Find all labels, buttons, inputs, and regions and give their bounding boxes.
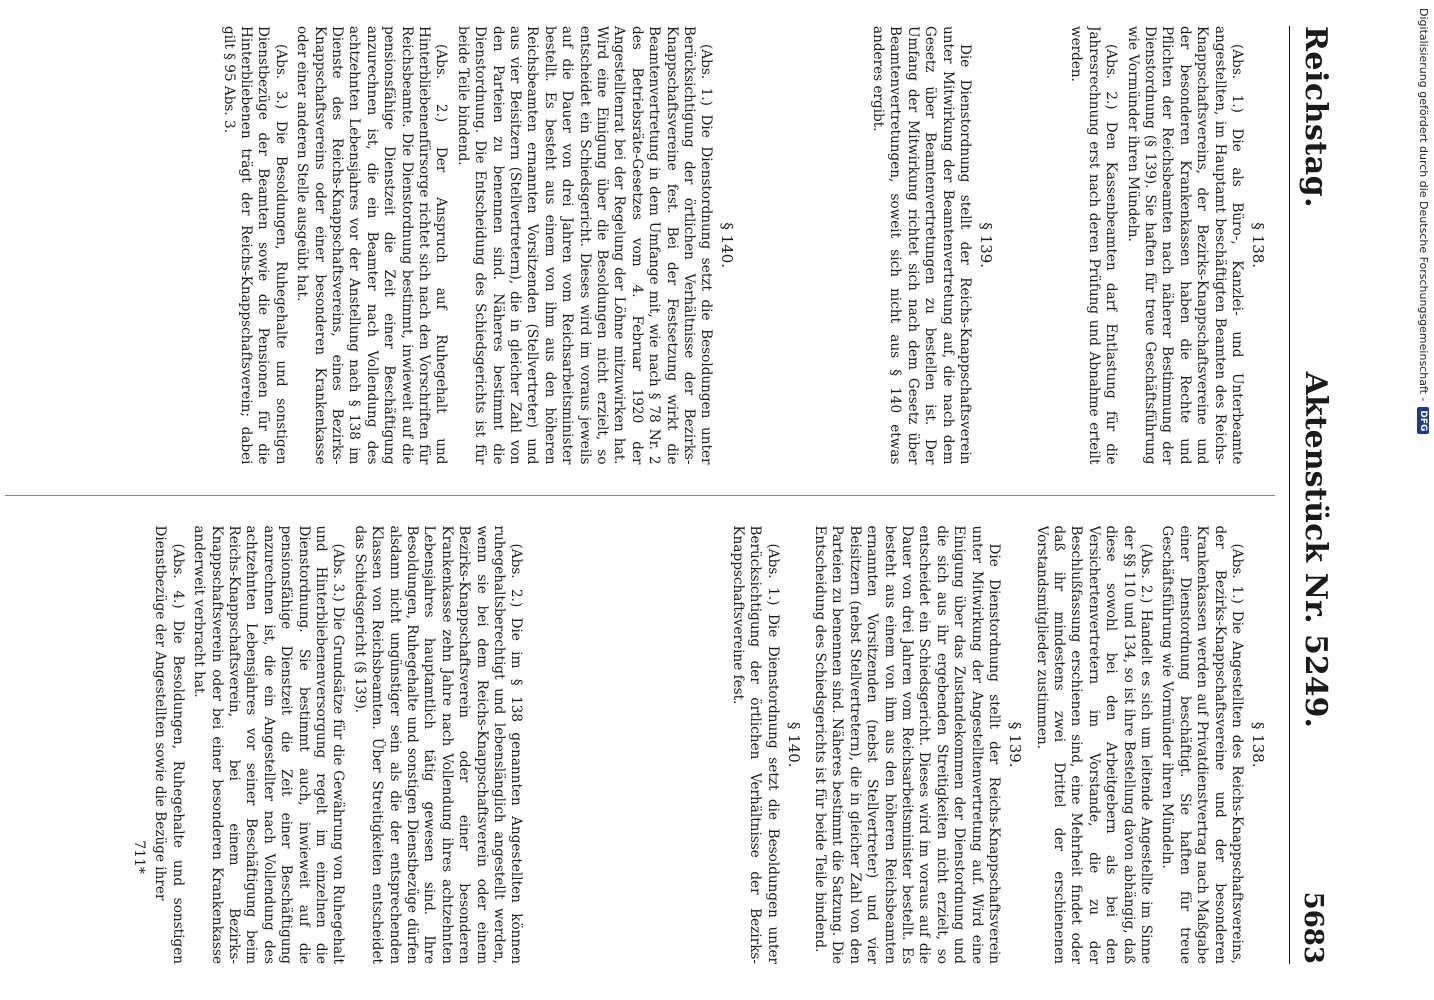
paragraph: (Abs. 1.) Die Angestellten des Reichs-Knappschaftsvereins, der Bezirks-Knappschaftsvereine und der besonderen Krankenkassen werden auf Privatdienstvertrag nach Maßgabe einer Dienstordnung beschäftigt. Sie haften für treue Geschäftsführung wie Vormünder ihren Mündeln.	[1159, 525, 1245, 964]
paragraph: (Abs. 1.) Die als Büro-, Kanzlei- und Unterbeamte angestellten, im Hauptamt beschäftigten Beamten des Reichs-Knappschaftsvereins, der Bezirks-Knappschaftsvereine und der besonderen Krankenkassen haben die Rechte und Pflichten der Reichsbeamten nach näherer Bestimmung der Dienstordnung (§ 139). Sie haften für treue Geschäftsführung wie Vormünder ihren Mündeln.	[1124, 26, 1245, 465]
dfg-logo: DFG	[1418, 407, 1430, 434]
paragraph: (Abs. 2.) Die im § 138 genannten Angestellten können ruhegehaltsberechtigt und lebenslänglich angestellt werden, wenn sie bei dem Reichs-Knappschaftsverein oder einem Bezirks-Knappschaftsverein oder einer besonderen Krankenkasse zehn Jahre nach Vollendung ihres achtzehnten Lebensjahres hauptamtlich tätig gewesen sind. Ihre Besoldungen, Ruhegehalte und sonstigen Dienstbezüge dürfen alsdann nicht ungünstiger sein als die der entsprechenden Klassen von Reichsbeamten. Über Streitigkeiten entscheidet das Schiedsgericht (§ 139).	[351, 525, 525, 964]
paragraph: Die Dienstordnung stellt der Reichs-Knappschaftsverein unter Mitwirkung der Angestelltenvertretung auf. Wird eine Einigung über das Zustandekommen der Dienstordnung und die sich aus ihr ergebenden Streitigkeiten nicht erzielt, so entscheidet ein Schiedsgericht. Dieses wird im voraus auf die Dauer von drei Jahren vom Reichsarbeitsminister bestellt. Es besteht aus einem von ihm aus den höheren Reichsbeamten ernannten Vorsitzenden (nebst Stellvertreter) und vier Beisitzern (nebst Stellvertretern), die in gleicher Zahl von den Parteien zu benennen sind. Näheres bestimmt die Satzung. Die Entscheidung des Schiedsgerichts ist für beide Teile bindend.	[812, 525, 1003, 964]
paragraph: (Abs. 2.) Den Kassenbeamten darf Entlastung für die Jahresrechnung erst nach deren Prüfung und Abnahme erteilt werden.	[1068, 26, 1120, 465]
page-number: 5683	[1298, 891, 1328, 964]
header-center: Aktenstück Nr. 5249.	[1298, 371, 1333, 728]
header-left: Reichstag.	[1298, 26, 1333, 209]
paragraph: (Abs. 2.) Handelt es sich um leitende Angestellte im Sinne der §§ 110 und 134, so ist ihre Bestellung davon abhängig, daß diese sowohl bei den Arbeitgebern als bei den Versichertenvertretern im Vorstande, die zu der Beschlußfassung erschienen sind, eine Mehrheit findet oder daß ihr mindestens zwei Drittel der erschienenen Vorstandsmitglieder zustimmen.	[1033, 525, 1154, 964]
section-heading: § 139.	[1006, 721, 1025, 768]
digitization-text: Digitalisierung gefördert durch die Deutsche Forschungsgemeinschaft -	[1417, 8, 1430, 402]
section-heading: § 140.	[718, 222, 737, 269]
digitization-note	[1412, 8, 1430, 432]
paragraph: Die Dienstordnung stellt der Reichs-Knappschaftsverein unter Mitwirkung der Beamtenvertretung auf, die nach dem Gesetz über Beamtenvertretungen zu bestellen ist. Der Umfang der Mitwirkung richtet sich nach dem Gesetz über Beamtenvertretungen, soweit sich nicht aus § 140 etwas anderes ergibt.	[869, 26, 973, 465]
footnote-mark: 711*	[130, 840, 147, 874]
column-divider	[5, 495, 1275, 496]
paragraph: (Abs. 4.) Die Besoldungen, Ruhegehalte und sonstigen Dienstbezüge der Angestellten sowie die Bezüge ihrer	[152, 525, 186, 964]
paragraph: (Abs. 3.) Die Besoldungen, Ruhegehalte und sonstigen Dienstbezüge der Beamten sowie die Pensionen für die Hinterbliebenen trägt der Reichs-Knappschaftsverein; dabei gilt § 95 Abs. 3.	[220, 26, 289, 465]
paragraph: (Abs. 3.) Die Grundsätze für die Gewährung von Ruhegehalt und Hinterbliebenenversorgung regelt im einzelnen die Dienstordnung. Sie bestimmt auch, inwieweit auf die pensionsfähige Dienstzeit die Zeit einer Beschäftigung anzurechnen ist, die ein Angestellter nach Vollendung des achtzehnten Lebensjahres vor seiner Beschäftigung beim Reichs-Knappschaftsverein, bei einem Bezirks-Knappschaftsverein oder bei einer besonderen Krankenkasse anderweit verbracht hat.	[191, 525, 347, 964]
paragraph: (Abs. 1.) Die Dienstordnung setzt die Besoldungen unter Berücksichtigung der örtlichen Verhältnisse der Bezirks-Knappschaftsvereine fest.	[729, 525, 781, 964]
right-column	[5, 526, 1275, 965]
paragraph: (Abs. 2.) Der Anspruch auf Ruhegehalt und Hinterbliebenenfürsorge richtet sich nach den Vorschriften für Reichsbeamte. Die Dienstordnung bestimmt, inwieweit auf die pensionsfähige Dienstzeit die Zeit einer Beschäftigung anzurechnen ist, die ein Beamter nach Vollendung des achtzehnten Lebensjahres vor der Anstellung nach § 138 im Dienste des Reichs-Knappschaftsvereins, eines Bezirks-Knappschaftsvereins oder einer besonderen Krankenkasse oder einer anderen Stelle ausgeübt hat.	[294, 26, 450, 465]
paragraph: (Abs. 1.) Die Dienstordnung setzt die Besoldungen unter Berücksichtigung der örtlichen Verhältnisse der Bezirks-Knappschaftsvereine fest. Bei der Festsetzung wirkt die Beamtenvertretung in dem Umfange mit, wie nach § 78 Nr. 2 des Betriebsräte-Gesetzes vom 4. Februar 1920 der Angestelltenrat bei der Regelung der Löhne mitzuwirken hat. Wird eine Einigung über die Besoldungen nicht erzielt, so entscheidet ein Schiedsgericht. Dieses wird im voraus jeweils auf die Dauer von drei Jahren vom Reichsarbeitsminister bestellt. Es besteht aus einem von ihm aus den höheren Reichsbeamten ernannten Vorsitzenden (Stellvertreter) und aus vier Beisitzern (Stellvertretern), die in gleicher Zahl von den Parteien zu benennen sind. Näheres bestimmt die Dienstordnung. Die Entscheidung des Schiedsgerichts ist für beide Teile bindend.	[454, 26, 715, 465]
section-heading: § 138.	[1249, 721, 1267, 768]
section-heading: § 139.	[976, 222, 995, 269]
section-heading: § 140.	[784, 721, 803, 768]
left-column	[5, 26, 1275, 465]
section-heading: § 138.	[1249, 222, 1267, 269]
page-header	[1289, 26, 1333, 964]
columns	[5, 26, 1275, 964]
